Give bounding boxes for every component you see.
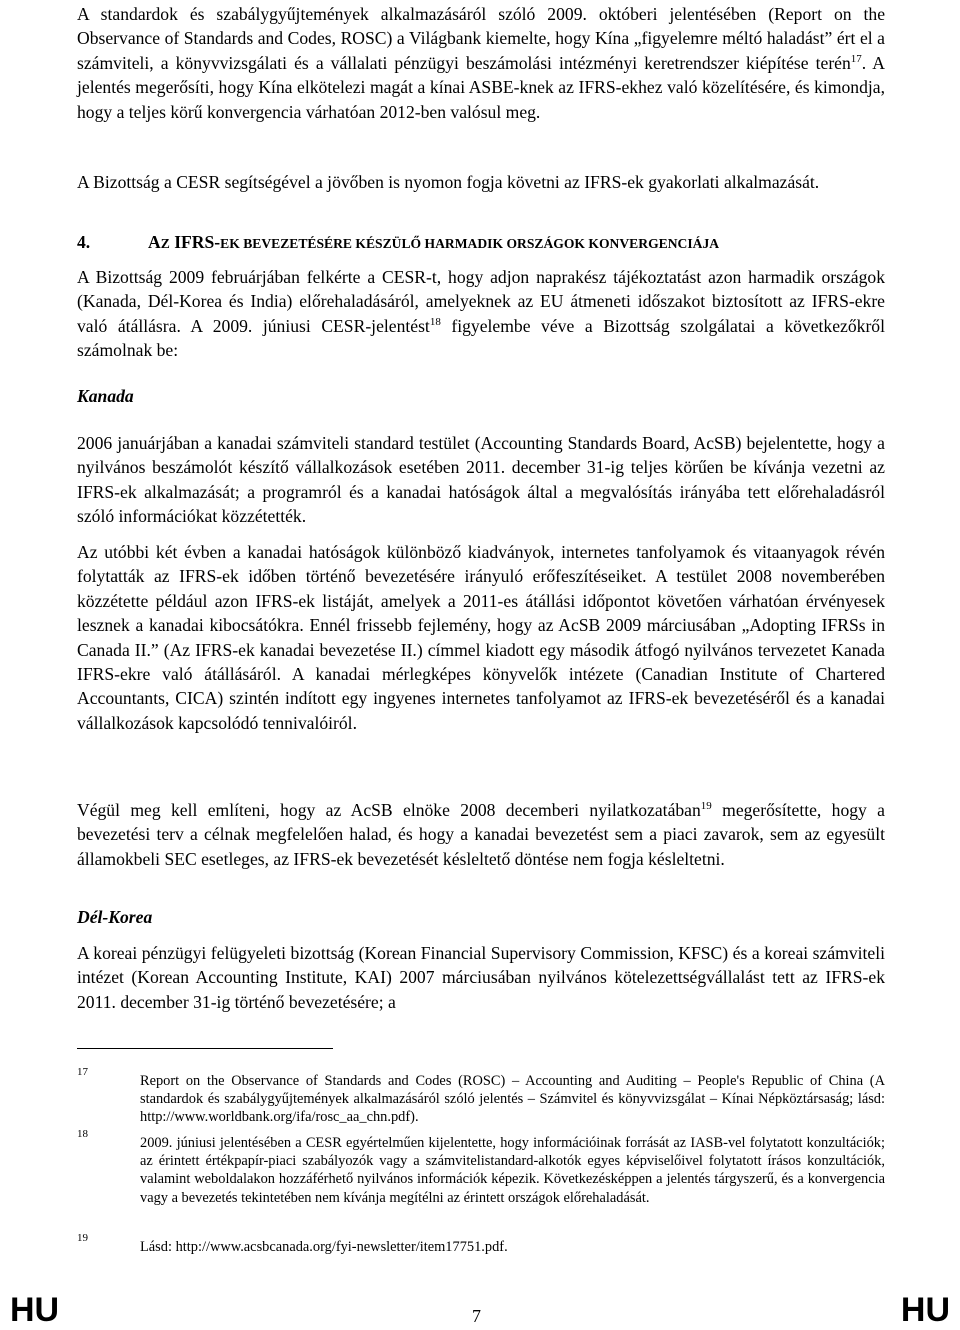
footnote-text: 2009. júniusi jelentésében a CESR egyértelműen kijelentette, hogy információinak forrását az IASB-vel folytatott konzultációk; az érintett értékpapír-piaci szabályozók vagy a számvitelistandard-alkotók egyes képviselőivel folytatott írásos konzultációk, valamint weboldalakon hozzáférhető nyilvános információk képezik. Következésképpen a jelentés tárgyszerű, és a konvergencia vagy a bevezetés tekintetében nem kívánja megítélni az érintett országok előrehaladását. <box>140 1135 885 1206</box>
intro-text-b: . A jelentés megerősíti, hogy Kína elkötelezi magát a kínai ASBE-knek az IFRS-ekhez való közelítésére, és kimondja, hogy a teljes körű konvergencia várhatóan 2012-ben valósul meg. <box>77 52 885 122</box>
canada-paragraph-1: 2006 januárjában a kanadai számviteli standard testület (Accounting Standards Board, AcSB) bejelentette, hogy a nyilvános beszámolót készítő vállalkozások esetében 2011. december 31-ig teljes körűen be kívánja vezetni az IFRS-ek alkalmazását; a programról és a kanadai hatóságok által a megvalósítás irányába tett előrehaladásról szóló információkat közzétették. <box>77 433 885 527</box>
language-code-right: HU <box>900 1291 950 1329</box>
intro-text-2: A Bizottság a CESR segítségével a jövőben is nyomon fogja követni az IFRS-ek gyakorlati alkalmazását. <box>77 172 820 192</box>
canada-text-3a: Végül meg kell említeni, hogy az AcSB elnöke 2008 decemberi nyilatkozatában <box>77 800 701 820</box>
section-number: 4. <box>77 232 91 252</box>
footnote-ref-17[interactable]: 17 <box>850 52 862 65</box>
canada-paragraph-2: Az utóbbi két évben a kanadai hatóságok különböző kiadványok, internetes tanfolyamok és vitaanyagok révén folytatták az IFRS-ek időben történő bevezetésére irányuló erőfeszítéseiket. A testület 2008 novemberében közzétette például azon IFRS-ek listáját, amelyek a 2011-es átállási időpontot követően várhatóan érvényesek lesznek a kanadai kibocsátókra. Ennél frissebb fejlemény, hogy az AcSB 2009 márciusában „Adopting IFRSs in Canada II.” (Az IFRS-ek kanadai bevezetése II.) címmel kiadott egy második átfogó nyilvános tervezetet Kanada IFRS-ekre való átállásáról. A kanadai mérlegképes könyvelők intézete (Canadian Institute of Chartered Accountants, CICA) szintén indított egy ingyenes internetes tanfolyamot az IFRS-ek bevezetéséről és a kanadai vállalkozások kapcsolódó tennivalóiról. <box>77 542 885 733</box>
footnote-mark: 18 <box>77 1128 88 1140</box>
footnote-mark: 17 <box>77 1066 88 1078</box>
footnote-mark: 19 <box>77 1232 88 1244</box>
canada-paragraph-3 <box>77 798 885 871</box>
page-number: 7 <box>472 1306 481 1326</box>
intro-paragraph-1 <box>77 2 885 124</box>
footnote-17 <box>77 1066 885 1127</box>
section-title: AZ IFRS-EK BEVEZETÉSÉRE KÉSZÜLŐ HARMADIK ORSZÁGOK KONVERGENCIÁJA <box>148 232 720 252</box>
korea-heading: Dél-Korea <box>77 907 153 927</box>
footnote-text: Report on the Observance of Standards and Codes (ROSC) – Accounting and Auditing – People's Republic of China (A standardok és szabálygyűjtemények alkalmazásáról szóló jelentés – Számvitel és könyvvizsgálat – Kínai Népköztársaság; lásd: http://www.worldbank.org/ifa/rosc_aa_chn.pdf). <box>140 1073 885 1126</box>
footnote-ref-19[interactable]: 19 <box>700 800 712 812</box>
section-text-b: figyelembe véve a Bizottság szolgálatai a következőkről számolnak be: <box>77 315 885 361</box>
footnote-18 <box>77 1128 885 1207</box>
canada-text-3b: megerősítette, hogy a bevezetési terv a célnak megfelelően halad, és hogy a kanadai bevezetést sem a piaci zavarok, sem az egyesült államokbeli SEC esetleges, az IFRS-ek bevezetését késleltető döntése nem fogja késleltetni. <box>77 800 885 869</box>
section-heading <box>77 230 885 256</box>
korea-paragraph-1: A koreai pénzügyi felügyeleti bizottság (Korean Financial Supervisory Commission, KFSC) és a koreai számviteli intézet (Korean Accounting Institute, KAI) 2007 márciusában nyilvános kötelezettségvállalást tett az IFRS-ek 2011. december 31-ig történő bevezetésére; a <box>77 943 885 1012</box>
section-paragraph <box>77 265 885 363</box>
language-code-left: HU <box>10 1291 60 1329</box>
footnote-separator <box>77 1048 333 1049</box>
footnote-ref-18[interactable]: 18 <box>429 315 441 328</box>
footnote-19 <box>77 1232 885 1256</box>
canada-heading: Kanada <box>77 386 134 406</box>
intro-text-a: A standardok és szabálygyűjtemények alkalmazásáról szóló 2009. októberi jelentésében (Report on the Observance of Standards and Codes, ROSC) a Világbank kiemelte, hogy Kína „figyelemre méltó haladást” ért el a számviteli, a könyvvizsgálati és a vállalati pénzügyi beszámolási intézményi keretrendszer kiépítése terén <box>77 4 885 73</box>
footnote-text: Lásd: http://www.acsbcanada.org/fyi-newsletter/item17751.pdf. <box>140 1239 508 1255</box>
intro-paragraph-2 <box>77 170 885 194</box>
section-text-a: A Bizottság 2009 februárjában felkérte a CESR-t, hogy adjon naprakész tájékoztatást azon harmadik országok (Kanada, Dél-Korea és India) előrehaladásáról, amelyeknek az EU átmeneti időszakot biztosított az IFRS-ekre való átállásra. A 2009. júniusi CESR-jelentést <box>77 267 885 336</box>
